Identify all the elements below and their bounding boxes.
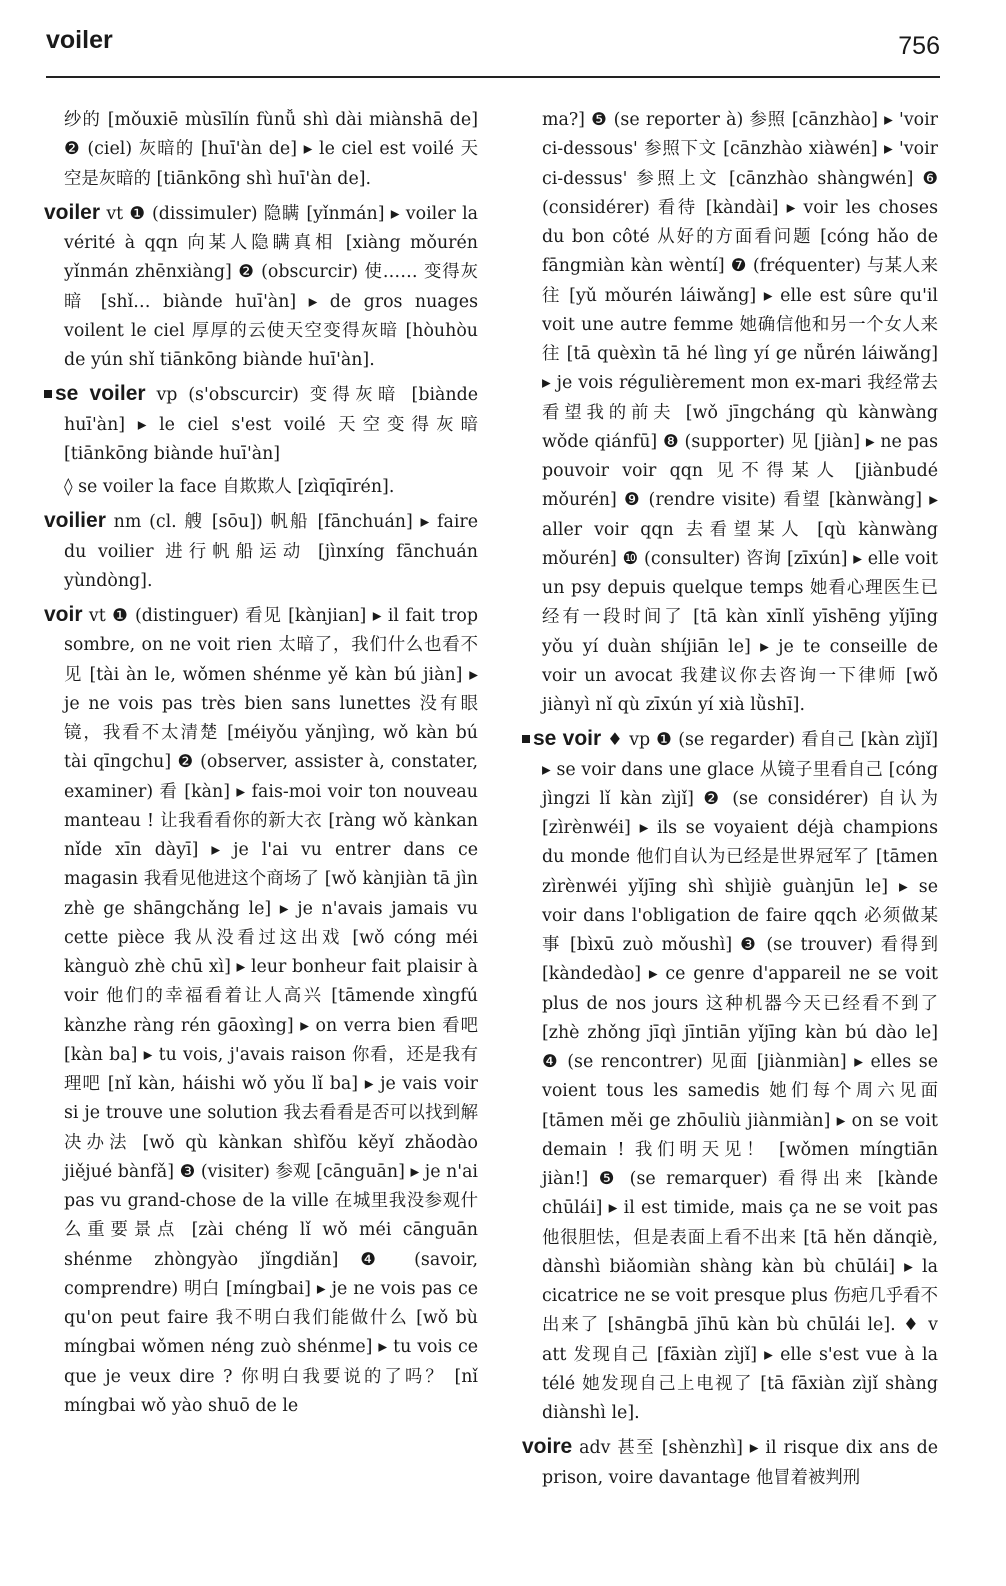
- headword: voir: [44, 603, 83, 626]
- running-headword: voiler: [46, 26, 113, 54]
- entry-continuation: ma?] ❺ (se reporter à) 参照 [cānzhào] ▸ 'voir ci-dessous' 参照下文 [cānzhào xiàwén] ▸ 'voir ci-dessus' 参照上文 [cānzhào shàngwén] ❻ (considérer) 看待 [kàndài] ▸ voir les choses du bon côté 从好的方面看问题 [cóng hǎo de fāngmiàn kàn wèntí] ❼ (fréquenter) 与某人来往 [yǔ mǒurén láiwǎng] ▸ elle est sûre qu'il voit une autre femme 她确信他和另一个女人来往 [tā quèxìn tā hé lìng yí ge nǚrén láiwǎng] ▸ je vois régulièrement mon ex-mari 我经常去看望我的前夫 [wǒ jīngcháng qù kànwàng wǒde qiánfū] ❽ (supporter) 见 [jiàn] ▸ ne pas pouvoir voir qqn 见不得某人 [jiànbudé mǒurén] ❾ (rendre visite) 看望 [kànwàng] ▸ aller voir qqn 去看望某人 [qù kànwàng mǒurén] ❿ (consulter) 咨询 [zīxún] ▸ elle voit un psy depuis quelque temps 她看心理医生已经有一段时间了 [tā kàn xīnlǐ yīshēng yǐjīng yǒu yí duàn shíjiān le] ▸ je te conseille de voir un avocat 我建议你去咨询一下律师 [wǒ jiànyì nǐ qù zīxún yí xià lǜshī].: [542, 110, 938, 715]
- entry-body: ♦ vp ❶ (se regarder) 看自己 [kàn zìjǐ] ▸ se voir dans une glace 从镜子里看自己 [cóng jìngzi lǐ kàn zìjǐ] ❷ (se considérer) 自认为 [zìrènwéi] ▸ ils se voyaient déjà champions du monde 他们自认为已经是世界冠军了 [tāmen zìrènwéi yǐjīng shì shìjiè guànjūn le] ▸ se voir dans l'obligation de faire qqch 必须做某事 [bìxū zuò mǒushì] ❸ (se trouver) 看得到 [kàndedào] ▸ ce genre d'appareil ne se voit plus de nos jours 这种机器今天已经看不到了 [zhè zhǒng jīqì jīntiān yǐjīng kàn bú dào le] ❹ (se rencontrer) 见面 [jiànmiàn] ▸ elles se voient tous les samedis 她们每个周六见面 [tāmen měi ge zhōuliù jiànmiàn] ▸ on se voit demain ! 我们明天见！ [wǒmen míngtiān jiàn!] ❺ (se remarquer) 看得出来 [kànde chūlái] ▸ il est timide, mais ça ne se voit pas 他很胆怯，但是表面上看不出来 [tā hěn dǎnqiè, dànshì biǎomiàn shàng kàn bù chūlái] ▸ la cicatrice ne se voit presque plus 伤疤几乎看不出来了 [shāngbā jīhū kàn bù chūlái le]. ♦ v att 发现自己 [fāxiàn zìjǐ] ▸ elle s'est vue à la télé 她发现自己上电视了 [tā fāxiàn zìjǐ shàng diànshì le].: [542, 730, 938, 1423]
- entry-continuation: 纱的 [mǒuxiē mùsīlín fùnǚ shì dài miànshā de] ❷ (ciel) 灰暗的 [huī'àn de] ▸ le ciel est voilé 天空是灰暗的 [tiānkōng shì huī'àn de].: [64, 110, 478, 189]
- entry-body: vt ❶ (dissimuler) 隐瞒 [yǐnmán] ▸ voiler la vérité à qqn 向某人隐瞒真相 [xiàng mǒurén yǐnmán zhēnxiàng] ❷ (obscurcir) 使…… 变得灰暗 [shǐ… biànde huī'àn] ▸ de gros nuages voilent le ciel 厚厚的云使天空变得灰暗 [hòuhòu de yún shǐ tiānkōng biànde huī'àn].: [64, 203, 478, 370]
- entry-body: nm (cl. 艘 [sōu]) 帆船 [fānchuán] ▸ faire du voilier 进行帆船运动 [jìnxíng fānchuán yùndòng].: [64, 512, 478, 591]
- entry-voilier: [44, 506, 478, 596]
- entry-voiler-vt: [44, 198, 478, 376]
- entry-body: vp (s'obscurcir) 变得灰暗 [biànde huī'àn] ▸ le ciel s'est voilé 天空变得灰暗 [tiānkōng biànde huī'àn]: [64, 385, 478, 464]
- entry-body: vt ❶ (distinguer) 看见 [kànjian] ▸ il fait trop sombre, on ne voit rien 太暗了，我们什么也看不见 [tài àn le, wǒmen shénme yě kàn bú jiàn] ▸ je ne vois pas très bien sans lunettes 没有眼镜，我看不太清楚 [méiyǒu yǎnjìng, wǒ kàn bú tài qīngchu] ❷ (observer, assister à, constater, examiner) 看 [kàn] ▸ fais-moi voir ton nouveau manteau ! 让我看看你的新大衣 [ràng wǒ kànkan nǐde xīn dàyī] ▸ je l'ai vu entrer dans ce magasin 我看见他进这个商场了 [wǒ kànjiàn tā jìn zhè ge shāngchǎng le] ▸ je n'avais jamais vu cette pièce 我从没看过这出戏 [wǒ cóng méi kànguò zhè chū xì] ▸ leur bonheur fait plaisir à voir 他们的幸福看着让人高兴 [tāmende xìngfú kànzhe ràng rén gāoxìng] ▸ on verra bien 看吧 [kàn ba] ▸ tu vois, j'avais raison 你看，还是我有理吧 [nǐ kàn, háishi wǒ yǒu lǐ ba] ▸ je vais voir si je trouve une solution 我去看看是否可以找到解决办法 [wǒ qù kànkan shìfǒu kěyǐ zhǎodào jiějué bànfǎ] ❸ (visiter) 参观 [cānguān] ▸ je n'ai pas vu grand-chose de la ville 在城里我没参观什么重要景点 [zài chéng lǐ wǒ méi cānguān shénme zhòngyào jǐngdiǎn] ❹ (savoir, comprendre) 明白 [míngbai] ▸ je ne vois pas ce qu'on peut faire 我不明白我们能做什么 [wǒ bù míngbai wǒmen néng zuò shénme] ▸ tu vois ce que je veux dire ? 你明白我要说的了吗？ [nǐ míngbai wǒ yào shuō de le: [64, 606, 478, 1416]
- page-number: 756: [898, 32, 940, 60]
- entry-voire: [522, 1432, 938, 1493]
- page-header: [46, 22, 940, 78]
- left-column: [44, 106, 478, 1566]
- square-bullet-icon: [522, 735, 530, 743]
- idiom-line: ◊ se voiler la face 自欺欺人 [zìqīqīrén].: [64, 477, 395, 497]
- entry-se-voir: [533, 724, 938, 1428]
- headword: se voiler: [55, 382, 146, 406]
- entry-voir: [44, 600, 478, 1421]
- right-column: [522, 106, 938, 1566]
- headword: se voir: [533, 727, 602, 751]
- headword: voilier: [44, 509, 106, 533]
- headword: voire: [522, 1435, 573, 1459]
- entry-se-voiler: [55, 379, 478, 469]
- entry-body: adv 甚至 [shènzhì] ▸ il risque dix ans de prison, voire davantage 他冒着被判刑: [542, 1438, 938, 1488]
- headword: voiler: [44, 200, 101, 224]
- square-bullet-icon: [44, 390, 52, 398]
